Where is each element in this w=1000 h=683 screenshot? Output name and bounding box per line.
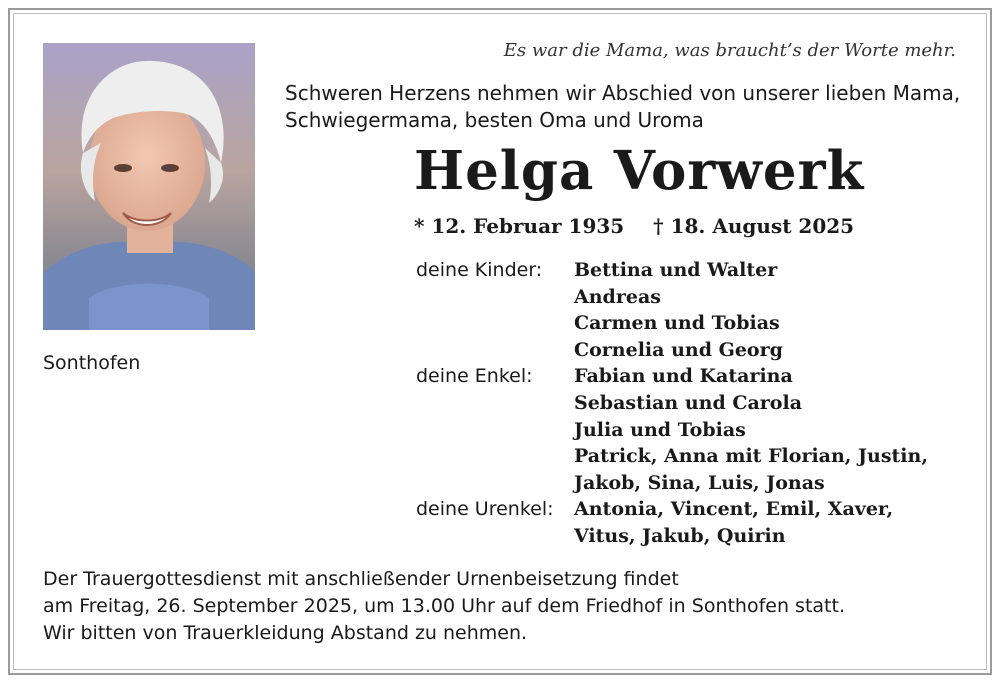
death-date: † 18. August 2025 <box>653 214 855 238</box>
family-names: Julia und Tobias <box>574 418 746 441</box>
place-label: Sonthofen <box>43 352 141 374</box>
birth-date: * 12. Februar 1935 <box>414 214 625 238</box>
family-names: Antonia, Vincent, Emil, Xaver, <box>574 498 894 521</box>
family-label: deine Enkel: <box>416 365 533 388</box>
service-line: Wir bitten von Trauerkleidung Abstand zu nehmen. <box>43 622 528 644</box>
life-dates <box>414 214 854 238</box>
family-names: Cornelia und Georg <box>574 338 783 361</box>
service-info <box>43 566 845 647</box>
service-line: am Freitag, 26. September 2025, um 13.00 Uhr auf dem Friedhof in Sonthofen statt. <box>43 595 845 617</box>
service-line: Der Trauergottesdienst mit anschließender Urnenbeisetzung findet <box>43 568 679 590</box>
family-names: Sebastian und Carola <box>574 391 803 414</box>
family-names: Fabian und Katarina <box>574 365 793 388</box>
family-names: Patrick, Anna mit Florian, Justin, <box>574 445 928 468</box>
family-names: Vitus, Jakub, Quirin <box>574 524 786 547</box>
deceased-name: Helga Vorwerk <box>414 140 865 202</box>
intro-text <box>285 80 965 134</box>
family-names: Carmen und Tobias <box>574 312 780 335</box>
family-label: deine Kinder: <box>416 259 543 281</box>
portrait-photo <box>43 43 255 330</box>
family-names: Jakob, Sina, Luis, Jonas <box>574 471 825 494</box>
family-names: Andreas <box>574 285 661 308</box>
family-names: Bettina und Walter <box>574 259 778 281</box>
family-label: deine Urenkel: <box>416 498 554 521</box>
intro-line: Schwiegermama, besten Oma und Uroma <box>285 108 704 132</box>
quote-text: Es war die Mama, was braucht’s der Worte mehr. <box>503 40 956 61</box>
intro-line: Schweren Herzens nehmen wir Abschied von unserer lieben Mama, <box>285 81 961 105</box>
